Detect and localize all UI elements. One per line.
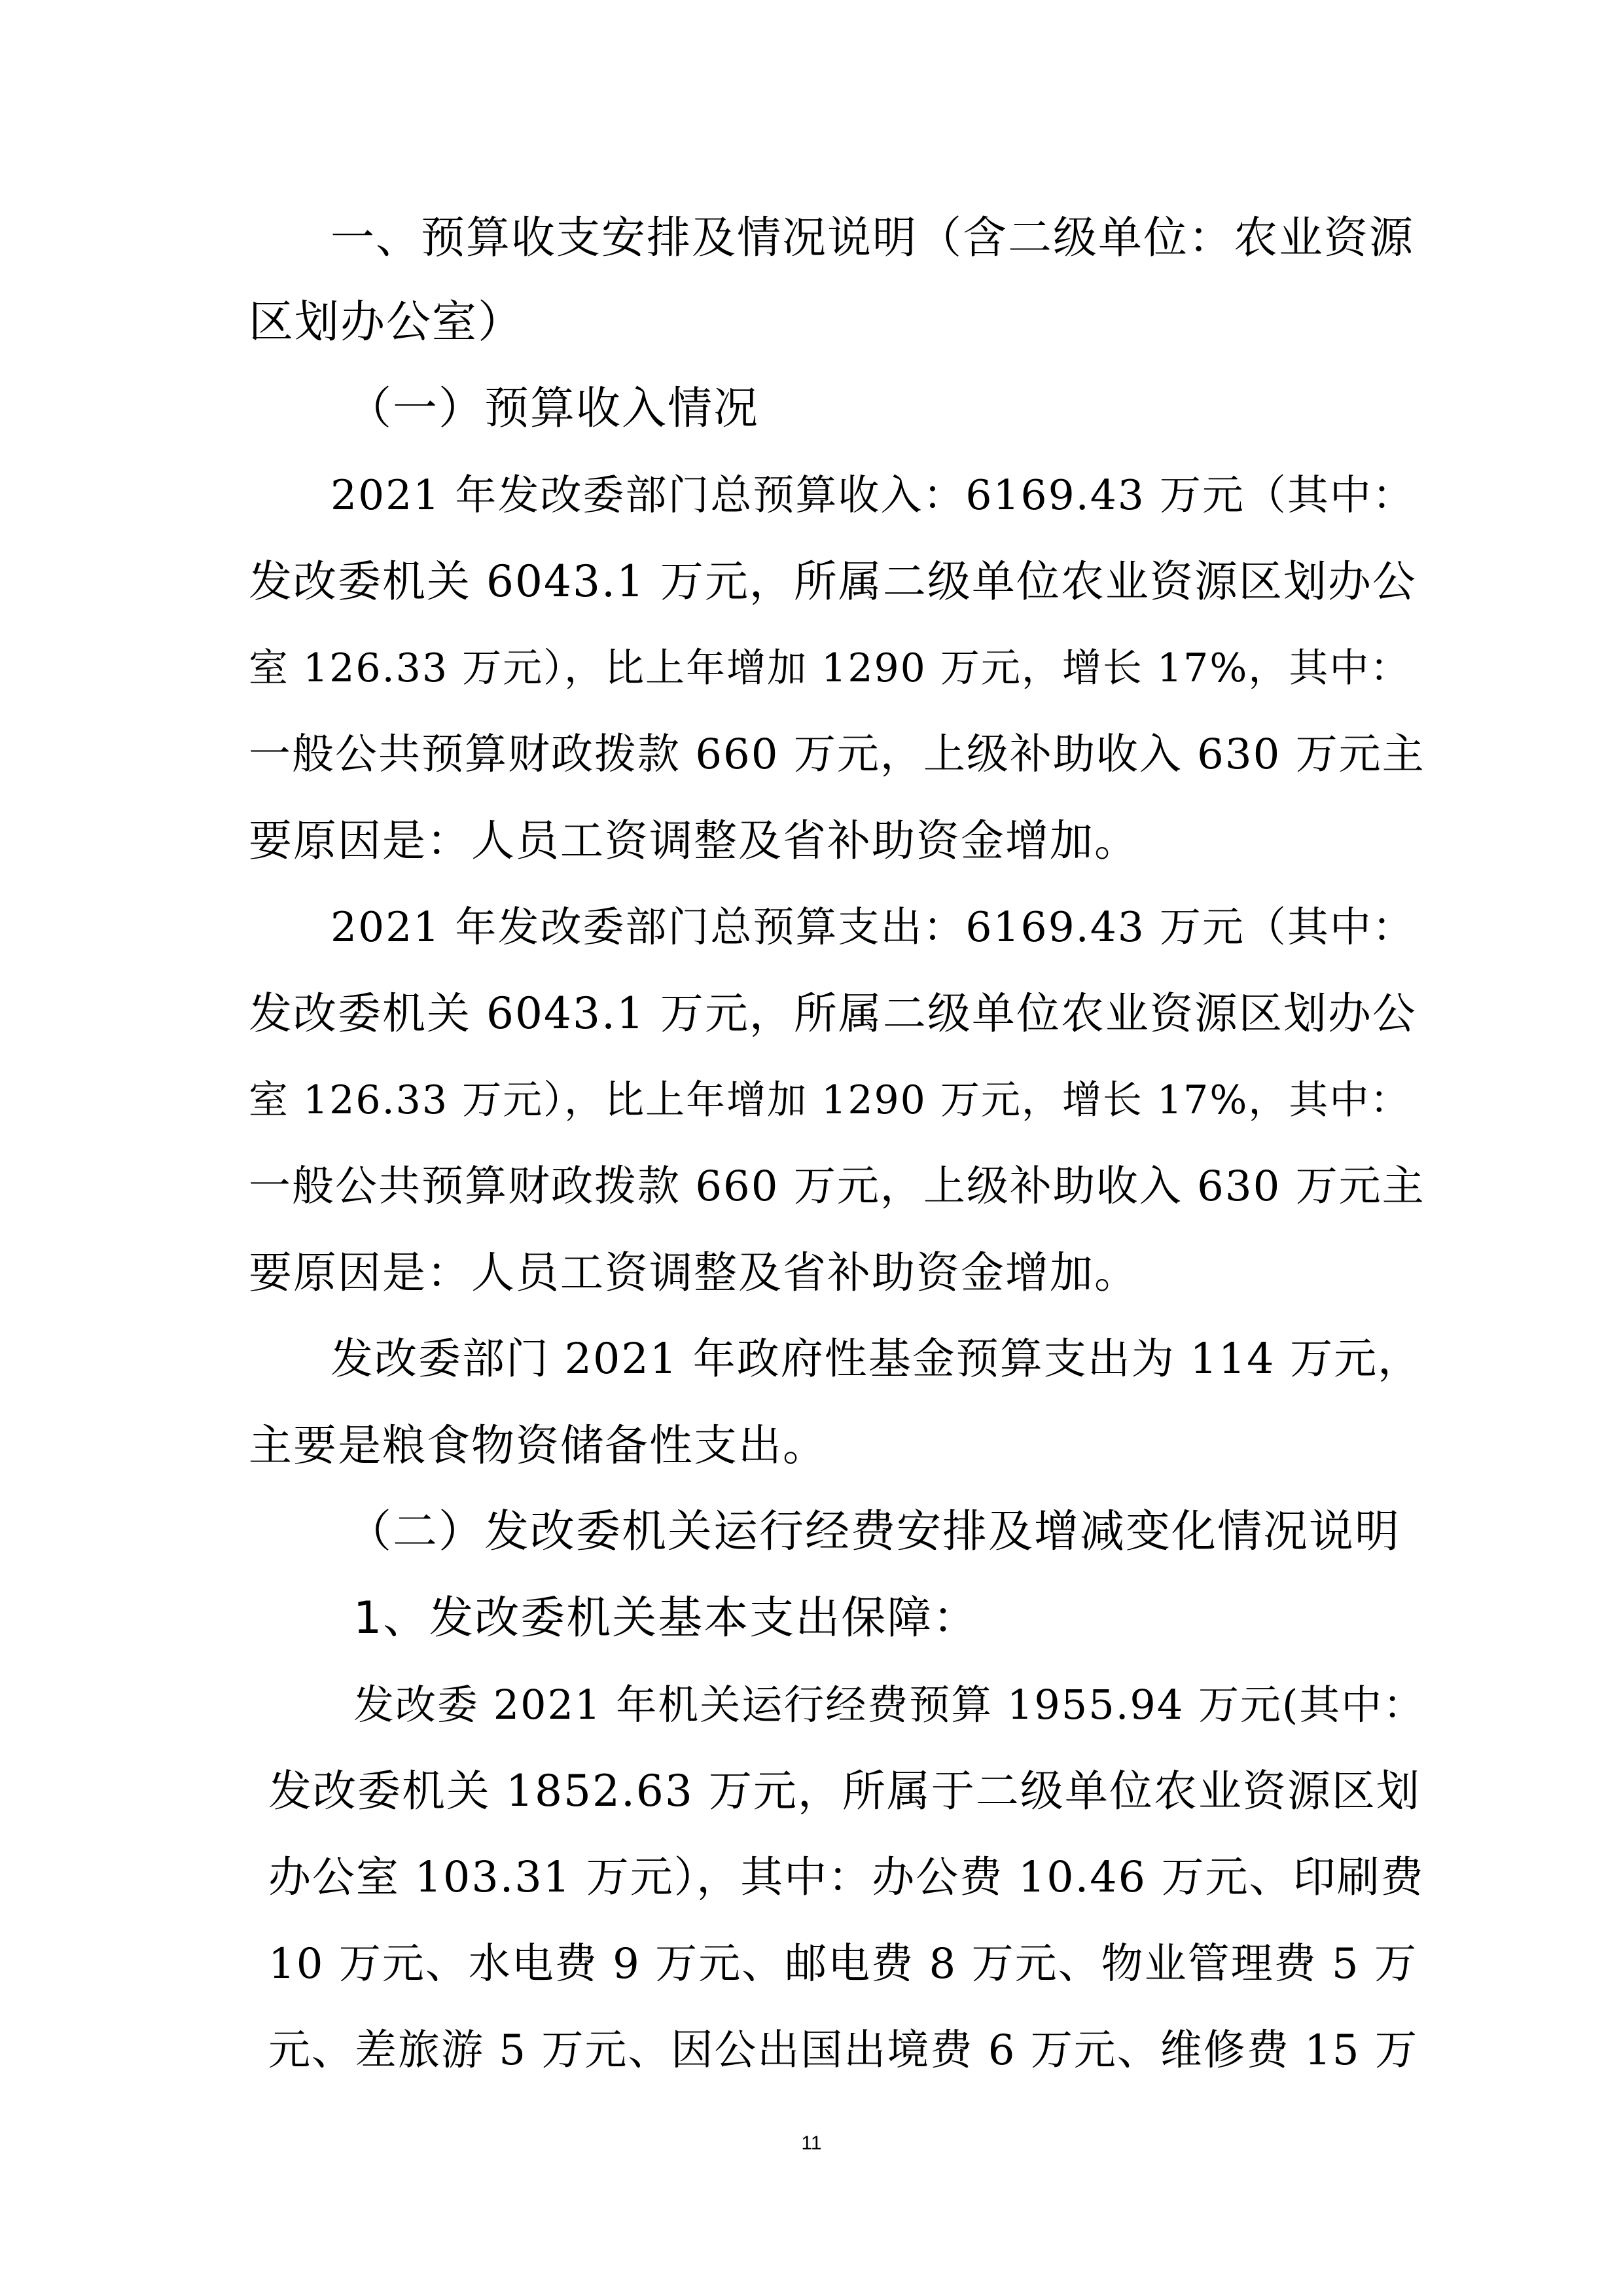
- subsection-heading: （二）发改委机关运行经费安排及增减变化情况说明: [347, 1506, 1401, 1558]
- paragraph-line: 10 万元、水电费 9 万元、邮电费 8 万元、物业管理费 5 万: [268, 1940, 1418, 1988]
- paragraph-line: 发改委机关 6043.1 万元，所属二级单位农业资源区划办公: [249, 988, 1417, 1039]
- section-heading: 一、预算收支安排及情况说明（含二级单位：农业资源: [330, 212, 1414, 263]
- paragraph-line: 室 126.33 万元），比上年增加 1290 万元，增长 17%，其中：: [249, 645, 1411, 691]
- paragraph-line: 发改委机关 6043.1 万元，所属二级单位农业资源区划办公: [249, 556, 1417, 607]
- paragraph-line: 要原因是：人员工资调整及省补助资金增加。: [249, 1247, 1139, 1298]
- paragraph-line: 发改委 2021 年机关运行经费预算 1955.94 万元(其中：: [353, 1681, 1425, 1729]
- paragraph-line: 办公室 103.31 万元），其中：办公费 10.46 万元、印刷费: [268, 1853, 1425, 1902]
- paragraph-line: 发改委部门 2021 年政府性基金预算支出为 114 万元，: [330, 1335, 1422, 1384]
- paragraph-line: 主要是粮食物资储备性支出。: [249, 1420, 827, 1471]
- page-number: 11: [801, 2132, 822, 2154]
- paragraph-line: 要原因是：人员工资调整及省补助资金增加。: [249, 816, 1139, 866]
- item-heading: 1、发改委机关基本支出保障：: [353, 1592, 979, 1644]
- paragraph-line: 元、差旅游 5 万元、因公出国出境费 6 万元、维修费 15 万: [268, 2026, 1418, 2075]
- paragraph-line: 2021 年发改委部门总预算支出：6169.43 万元（其中：: [330, 903, 1415, 951]
- subsection-heading: （一）预算收入情况: [347, 383, 760, 435]
- paragraph-line: 室 126.33 万元），比上年增加 1290 万元，增长 17%，其中：: [249, 1077, 1411, 1123]
- section-heading-continued: 区划办公室）: [249, 296, 524, 348]
- paragraph-line: 一般公共预算财政拨款 660 万元，上级补助收入 630 万元主: [249, 1162, 1425, 1211]
- paragraph-line: 一般公共预算财政拨款 660 万元，上级补助收入 630 万元主: [249, 730, 1425, 779]
- paragraph-line: 2021 年发改委部门总预算收入：6169.43 万元（其中：: [330, 471, 1415, 519]
- paragraph-line: 发改委机关 1852.63 万元，所属于二级单位农业资源区划: [268, 1766, 1421, 1816]
